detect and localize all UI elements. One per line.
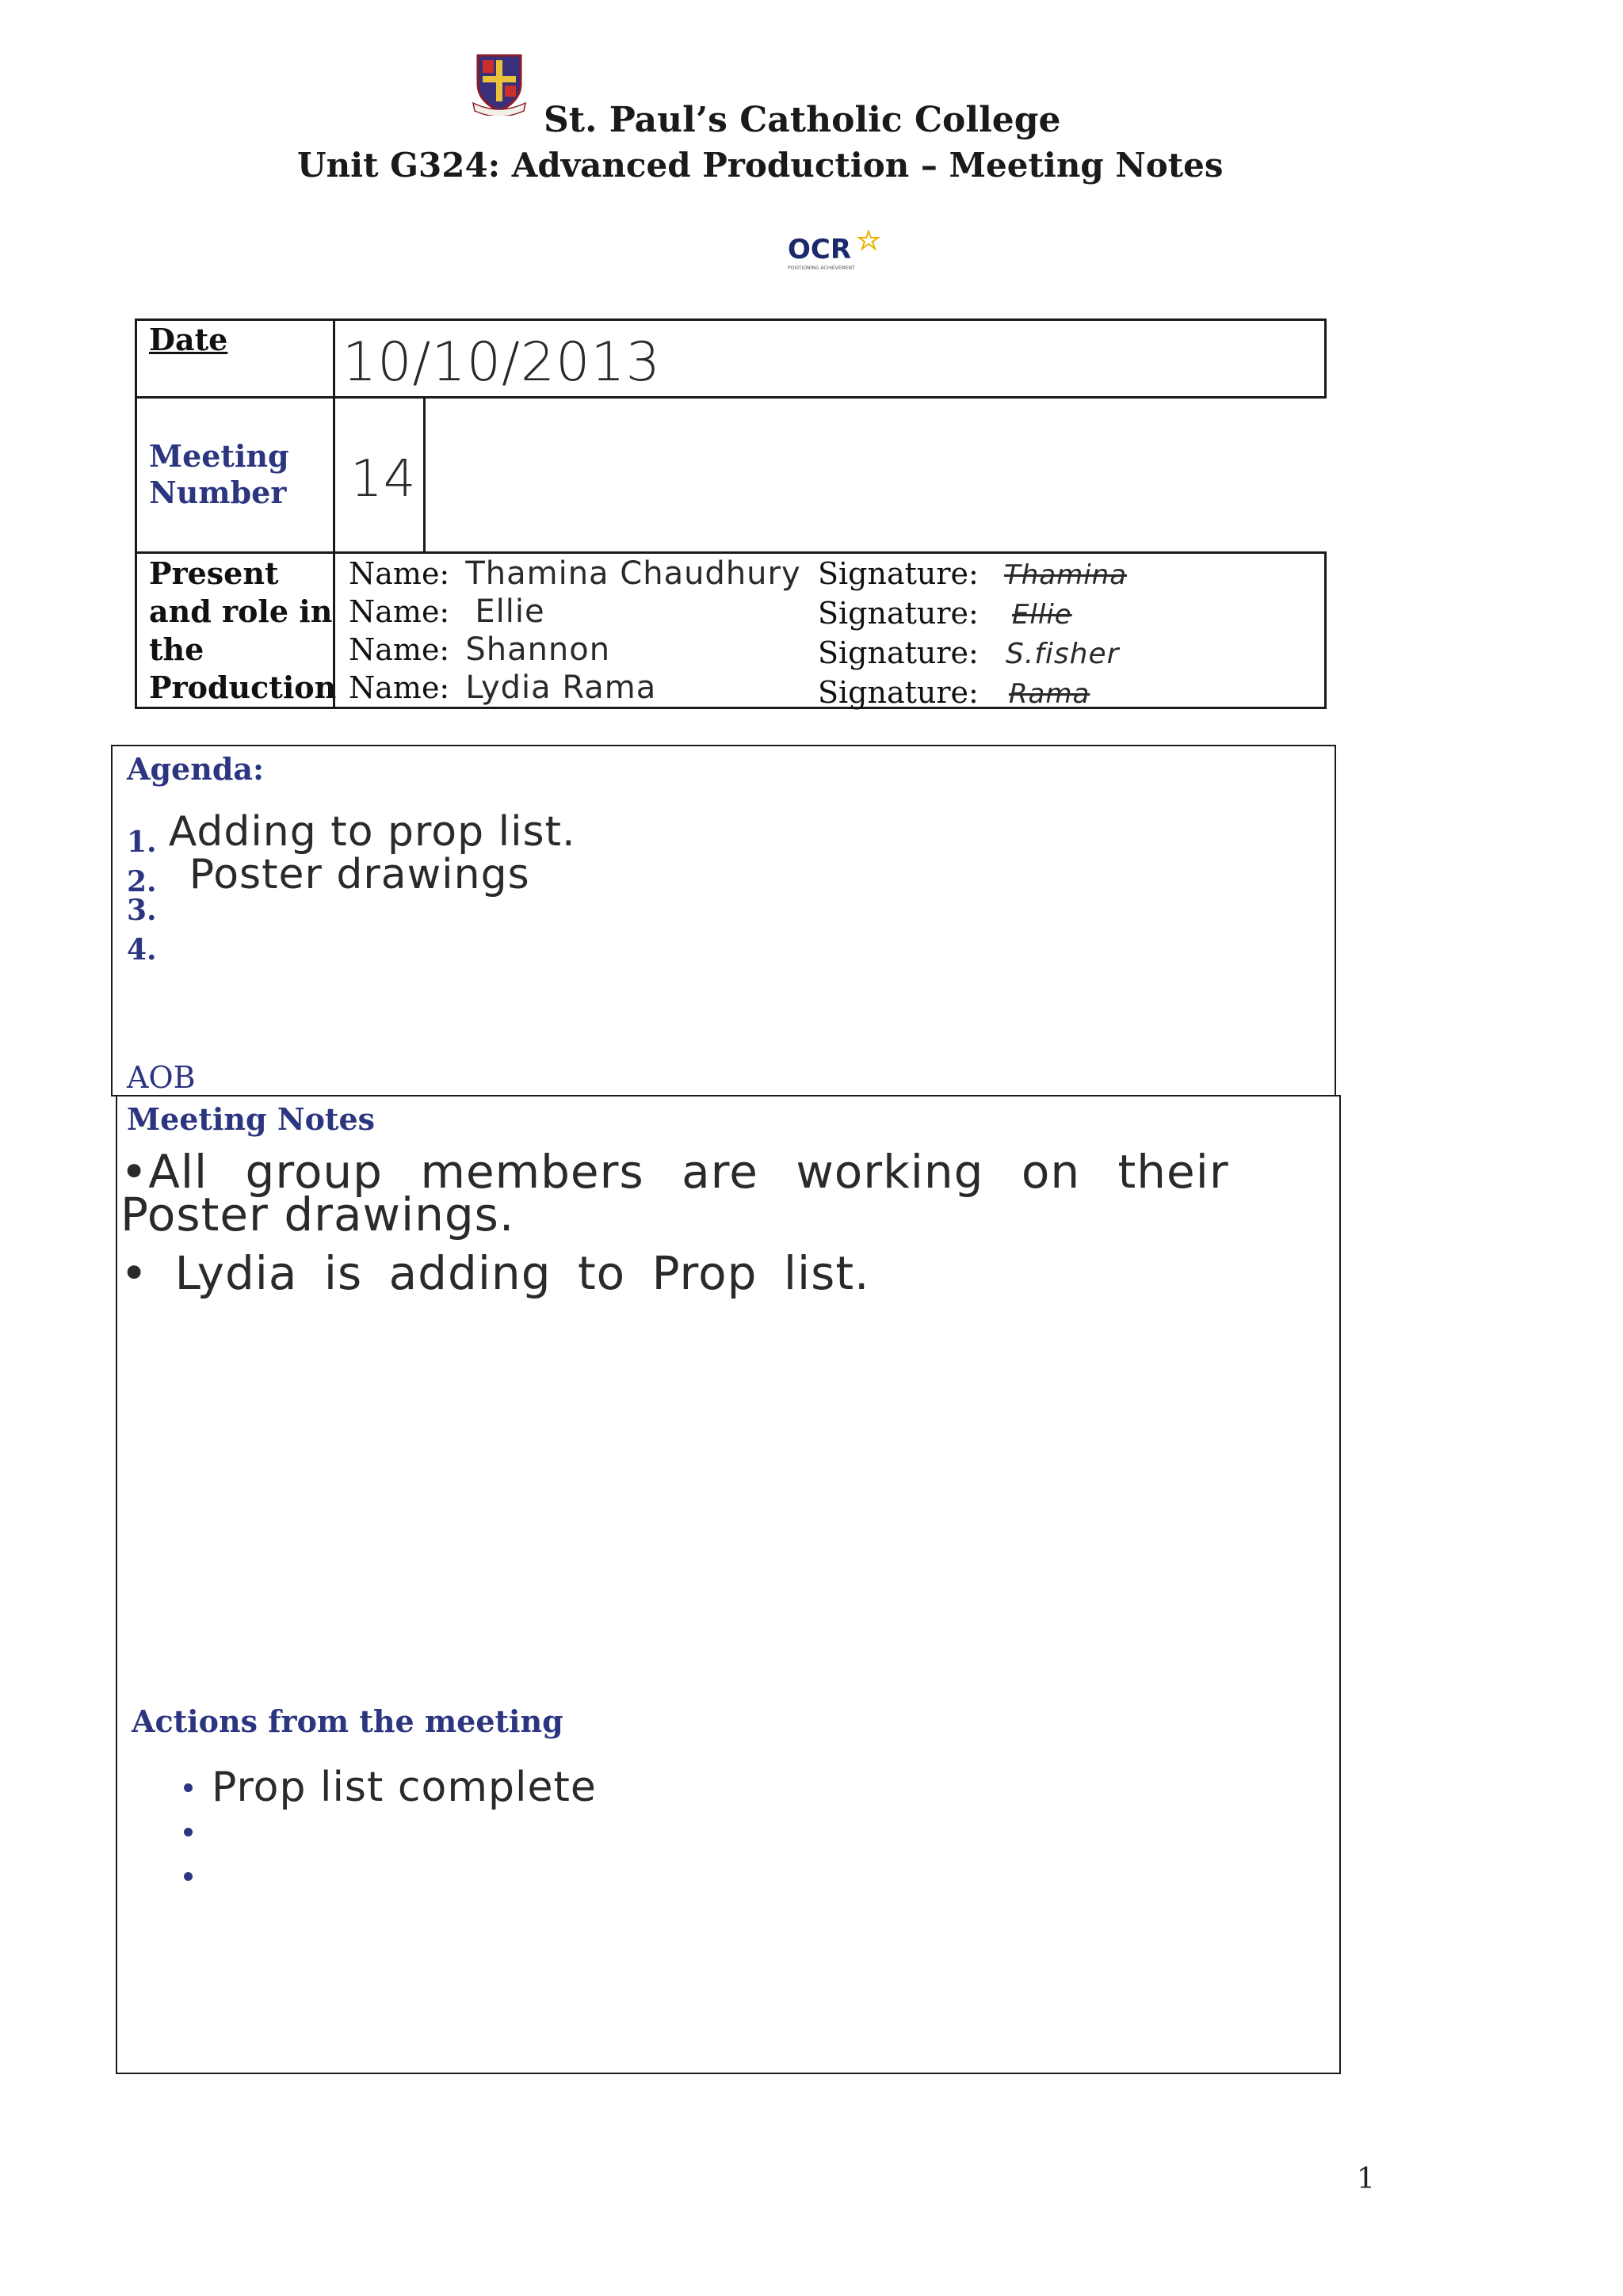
member-name[interactable]: Ellie (475, 593, 545, 630)
action-item (184, 1854, 597, 1898)
notes-line: •All group members are working on their (120, 1145, 1229, 1199)
name-label: Name: (349, 670, 450, 705)
agenda-title: Agenda: (127, 751, 265, 787)
signature-scribble[interactable]: Ellie (1011, 599, 1072, 631)
date-label: Date (149, 322, 228, 357)
bullet-icon (184, 1783, 193, 1792)
member-row (349, 555, 801, 593)
signature-label: Signature: (818, 675, 979, 710)
member-name[interactable]: Lydia Rama (465, 669, 657, 706)
member-row (349, 631, 801, 669)
signature-scribble[interactable]: S.fisher (1005, 638, 1120, 670)
name-label: Name: (349, 594, 450, 629)
date-value[interactable]: 10/10/2013 (342, 331, 661, 394)
college-name: St. Paul’s Catholic College (544, 100, 1061, 140)
name-label: Name: (349, 632, 450, 667)
bullet-icon (184, 1872, 193, 1881)
members-list (349, 555, 801, 707)
agenda-item-number: 4. (127, 933, 157, 967)
ocr-logo-text: OCR (788, 234, 852, 265)
present-role-label: Present and role in the Production (149, 555, 337, 705)
action-item (184, 1810, 597, 1854)
agenda-item (127, 808, 576, 859)
agenda-item (127, 851, 576, 898)
signatures-list (818, 555, 1127, 713)
agenda-item-number: 2. (127, 865, 157, 898)
agenda-item (127, 933, 576, 973)
notes-line: • Lydia is adding to Prop list. (120, 1246, 870, 1300)
meeting-notes-title: Meeting Notes (127, 1101, 376, 1137)
member-row (349, 593, 801, 631)
signature-label: Signature: (818, 556, 979, 591)
meeting-notes-text[interactable] (120, 1147, 1229, 1298)
ocr-logo (786, 228, 889, 276)
page-number: 1 (1357, 2163, 1375, 2195)
member-name[interactable]: Shannon (465, 631, 611, 668)
agenda-item-number: 3. (127, 894, 157, 927)
member-row (349, 669, 801, 707)
actions-list (184, 1765, 597, 1898)
action-item-text[interactable]: Prop list complete (212, 1764, 597, 1811)
signature-label: Signature: (818, 635, 979, 670)
meeting-number-value[interactable]: 14 (350, 450, 417, 509)
signature-row (818, 594, 1127, 634)
agenda-list (127, 808, 576, 973)
action-item (184, 1765, 597, 1810)
unit-title: Unit G324: Advanced Production – Meeting Notes (297, 146, 1224, 185)
college-crest-logo (472, 52, 527, 116)
signature-scribble[interactable]: Rama (1008, 678, 1090, 710)
agenda-item-text[interactable]: Adding to prop list. (168, 808, 576, 856)
signature-scribble[interactable]: Thamina (1003, 559, 1128, 591)
bullet-icon (184, 1828, 193, 1836)
member-name[interactable]: Thamina Chaudhury (465, 555, 801, 592)
agenda-item-number: 1. (127, 826, 157, 859)
signature-row (818, 673, 1127, 713)
aob-label: AOB (127, 1060, 196, 1095)
meeting-number-label: Meeting Number (149, 438, 289, 510)
agenda-item (127, 894, 576, 933)
agenda-item-text[interactable]: Poster drawings (189, 851, 530, 898)
signature-row (818, 555, 1127, 594)
actions-title: Actions from the meeting (132, 1703, 563, 1739)
name-label: Name: (349, 556, 450, 591)
ocr-tagline: POSITIONING ACHIEVEMENT (788, 265, 855, 271)
signature-row (818, 634, 1127, 673)
signature-label: Signature: (818, 596, 979, 631)
notes-line: Poster drawings. (120, 1188, 515, 1241)
